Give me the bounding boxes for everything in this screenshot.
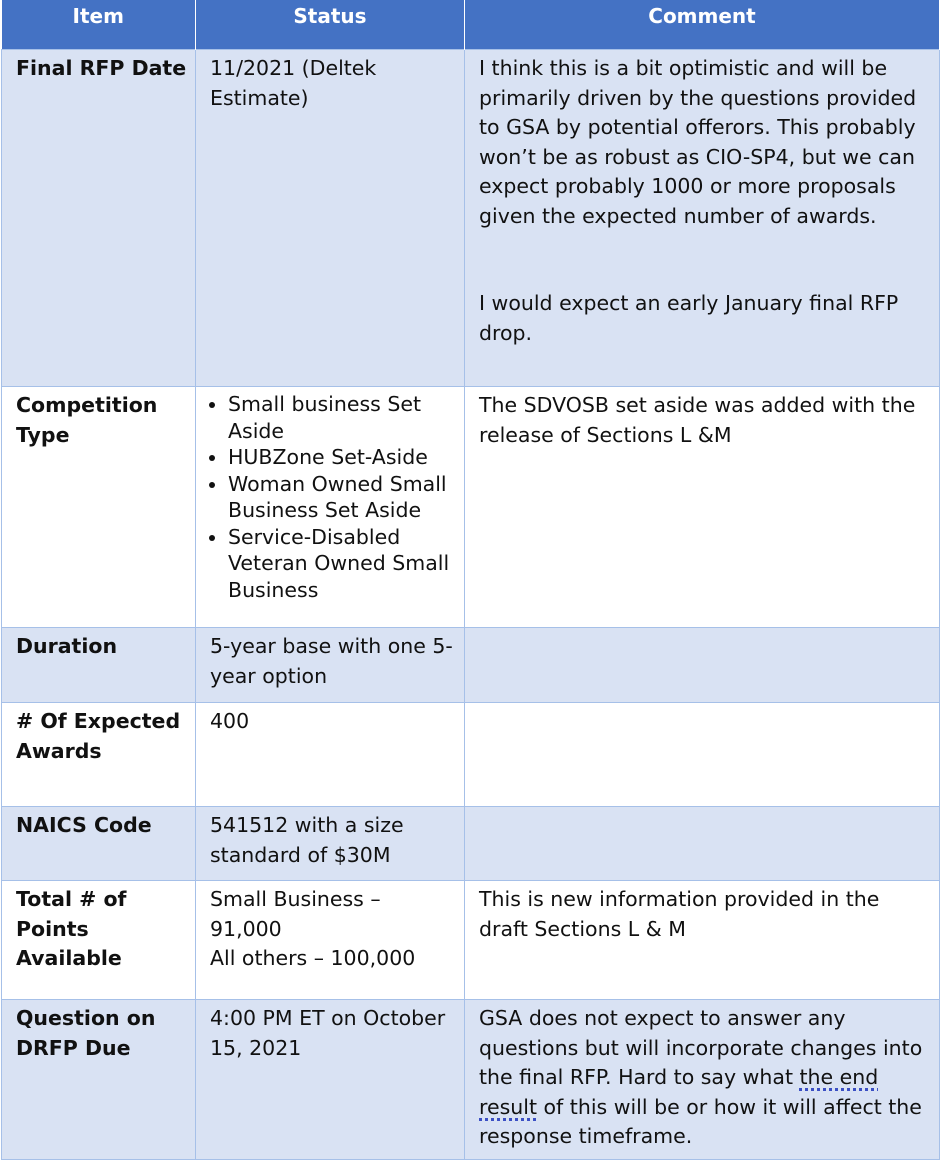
row-question-due bbox=[2, 1000, 940, 1160]
paragraph-spacer bbox=[479, 231, 931, 289]
comment-cell bbox=[465, 50, 940, 387]
status-cell: 11/2021 (Deltek Estimate) bbox=[196, 50, 465, 387]
status-cell: 5-year base with one 5-year option bbox=[196, 628, 465, 703]
comment-cell: This is new information provided in the draft Sections L & M bbox=[465, 881, 940, 1000]
comment-paragraph: I think this is a bit optimistic and will be primarily driven by the questions provided to GSA by potential offerors. This probably won’t be as robust as CIO-SP4, but we can expect probably 1000 or more proposals given the expected number of awards. bbox=[479, 56, 917, 228]
list-item: • HUBZone Set-Aside bbox=[228, 444, 456, 471]
row-naics-code bbox=[2, 807, 940, 881]
item-cell: # Of Expected Awards bbox=[2, 703, 196, 807]
comment-cell bbox=[465, 807, 940, 881]
item-cell: Question on DRFP Due bbox=[2, 1000, 196, 1160]
list-item: • Service-Disabled Veteran Owned Small Business bbox=[228, 524, 456, 604]
set-aside-list bbox=[200, 391, 456, 603]
comment-text: of this will be or how it will affect the response timeframe. bbox=[479, 1094, 922, 1148]
list-item: • Small business Set Aside bbox=[228, 391, 456, 444]
item-cell: Competition Type bbox=[2, 387, 196, 628]
status-cell: 541512 with a size standard of $30M bbox=[196, 807, 465, 881]
rfp-status-table bbox=[1, 0, 940, 1160]
comment-text: GSA does not expect to answer any questions but will incorporate changes into the final RFP. Hard to say what bbox=[479, 1006, 923, 1089]
row-expected-awards bbox=[2, 703, 940, 807]
header-row bbox=[2, 0, 940, 50]
row-final-rfp-date bbox=[2, 50, 940, 387]
status-cell: 4:00 PM ET on October 15, 2021 bbox=[196, 1000, 465, 1160]
comment-paragraph: I would expect an early January final RFP drop. bbox=[479, 291, 899, 345]
status-cell: 400 bbox=[196, 703, 465, 807]
status-cell bbox=[196, 881, 465, 1000]
status-paragraph: Small Business – 91,000 bbox=[210, 887, 381, 941]
comment-cell: The SDVOSB set aside was added with the release of Sections L &M bbox=[465, 387, 940, 628]
list-item: • Woman Owned Small Business Set Aside bbox=[228, 471, 456, 524]
item-cell: NAICS Code bbox=[2, 807, 196, 881]
row-competition-type bbox=[2, 387, 940, 628]
item-cell: Final RFP Date bbox=[2, 50, 196, 387]
header-comment: Comment bbox=[465, 0, 940, 50]
item-cell: Total # of Points Available bbox=[2, 881, 196, 1000]
row-duration bbox=[2, 628, 940, 703]
comment-cell bbox=[465, 1000, 940, 1160]
item-cell: Duration bbox=[2, 628, 196, 703]
grammar-flagged-text: the end result bbox=[479, 1065, 879, 1119]
header-status: Status bbox=[196, 0, 465, 50]
header-item: Item bbox=[2, 0, 196, 50]
status-cell bbox=[196, 387, 465, 628]
comment-cell bbox=[465, 703, 940, 807]
status-paragraph: All others – 100,000 bbox=[210, 946, 416, 970]
comment-cell bbox=[465, 628, 940, 703]
row-total-points bbox=[2, 881, 940, 1000]
